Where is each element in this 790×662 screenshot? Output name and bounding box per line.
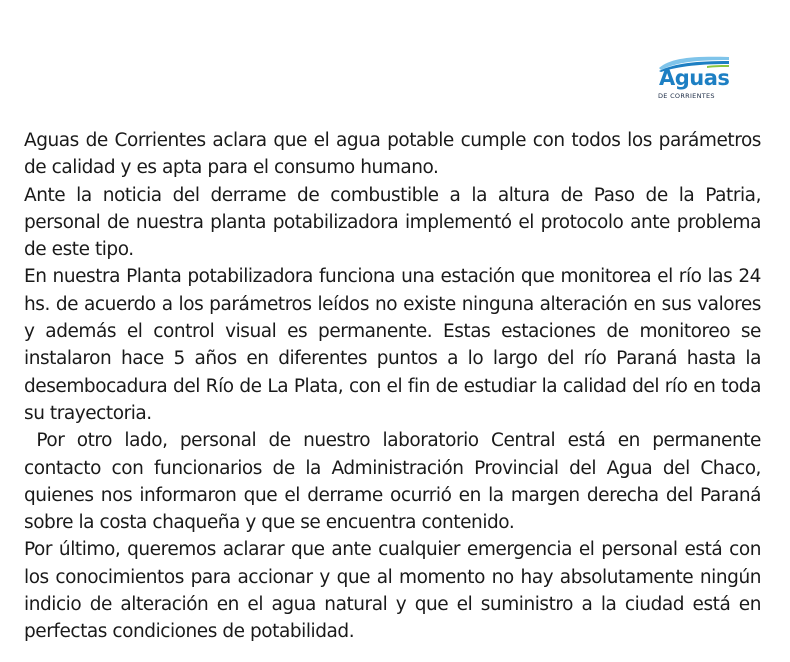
aguas-de-corrientes-logo bbox=[655, 54, 735, 104]
paragraph-laboratory-contact: Por otro lado, personal de nuestro laboratorio Central está en permanente contacto con funcionarios de la Administración Provincial del Agua del Chaco, quienes nos informaron que el derrame ocurrió en la margen derecha del Paraná sobre la costa chaqueña y que se encuentra contenido. bbox=[24, 430, 767, 534]
logo-subtitle: DE CORRIENTES bbox=[658, 92, 715, 100]
paragraph-water-quality: Aguas de Corrientes aclara que el agua potable cumple con todos los parámetros de calidad y es apta para el consumo humano. bbox=[24, 130, 761, 179]
paragraph-fuel-spill-protocol: Ante la noticia del derrame de combustible a la altura de Paso de la Patria, personal de nuestra planta potabilizadora implementó el protocolo ante problema de este tipo. bbox=[24, 184, 761, 261]
paragraph-monitoring-station: En nuestra Planta potabilizadora funciona una estación que monitorea el río las 24 hs. de acuerdo a los parámetros leídos no existe ninguna alteración en sus valores y además el control visual es permanente. Estas estaciones de monitoreo se instalaron hace 5 años en diferentes puntos a lo largo del río Paraná hasta la desembocadura del Río de La Plata, con el fin de estudiar la calidad del río en toda su trayectoria. bbox=[24, 266, 761, 424]
logo-wordmark: Aguas bbox=[659, 66, 730, 90]
statement-body bbox=[24, 127, 767, 646]
paragraph-conclusion: Por último, queremos aclarar que ante cualquier emergencia el personal está con los conocimientos para accionar y que al momento no hay absolutamente ningún indicio de alteración en el agua natural y que el suministro a la ciudad está en perfectas condiciones de potabilidad. bbox=[24, 539, 761, 643]
